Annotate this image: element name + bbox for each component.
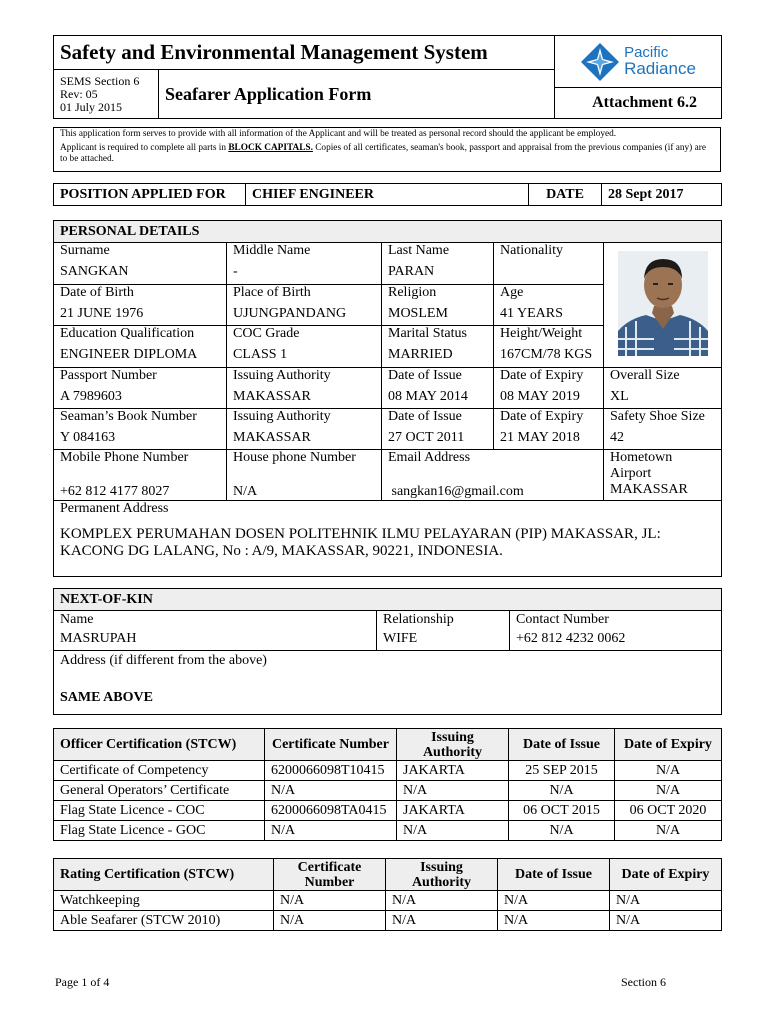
table-row [54,781,722,801]
intro-line-2-start: Applicant is required to complete all parts in [60,142,229,153]
surname-cell [54,243,227,285]
nationality-label: Nationality [500,243,563,258]
position-value: CHIEF ENGINEER [246,184,529,206]
rating-cert-header-3: Issuing Authority [386,859,498,891]
education-cell [54,326,227,368]
seamans-book-value: Y 084163 [60,430,116,445]
officer-cert-number: N/A [265,781,397,801]
next-of-kin-table [53,588,722,715]
personal-details-title: PERSONAL DETAILS [54,221,722,243]
kin-contact-cell [510,611,722,651]
seamans-book-cell [54,409,227,450]
seamans-book-authority-value: MAKASSAR [233,430,311,445]
email-label: Email Address [388,450,471,465]
middle-name-value: - [233,264,238,279]
passport-authority-value: MAKASSAR [233,389,311,404]
height-weight-label: Height/Weight [500,326,583,341]
officer-cert-expiry: N/A [615,761,722,781]
officer-cert-header-1: Officer Certification (STCW) [54,729,265,761]
dob-label: Date of Birth [60,285,134,300]
kin-relationship-cell [377,611,510,651]
permanent-address-line-1: KOMPLEX PERUMAHAN DOSEN POLITEHNIK ILMU PELAYARAN (PIP) MAKASSAR, JL: [60,526,661,542]
officer-cert-authority: JAKARTA [397,801,509,821]
kin-relationship-label: Relationship [383,612,454,627]
officer-cert-header-2: Certificate Number [265,729,397,761]
intro-line-1: This application form serves to provide with all information of the Applicant and will be treated as personal record should the applicant be employed. [60,129,617,139]
officer-cert-header-4: Date of Issue [509,729,615,761]
officer-cert-header-5: Date of Expiry [615,729,722,761]
seamans-book-expiry-cell [494,409,604,450]
passport-authority-cell [227,368,382,409]
marital-cell [382,326,494,368]
officer-cert-name: Flag State Licence - GOC [54,821,265,841]
officer-certification-table [53,728,722,841]
shoe-size-label: Safety Shoe Size [610,409,705,424]
passport-authority-label: Issuing Authority [233,368,331,383]
table-row [54,891,722,911]
kin-name-cell [54,611,377,651]
block-capitals-emphasis: BLOCK CAPITALS. [228,142,313,153]
rating-cert-issue: N/A [498,911,610,931]
last-name-cell [382,243,494,285]
email-cell [382,450,604,501]
rating-cert-expiry: N/A [610,891,722,911]
dob-cell [54,285,227,326]
seamans-book-issue-cell [382,409,494,450]
shoe-size-cell [604,409,722,450]
pob-cell [227,285,382,326]
rating-cert-issue: N/A [498,891,610,911]
officer-cert-issue: 25 SEP 2015 [509,761,615,781]
rating-cert-authority: N/A [386,911,498,931]
table-row [54,821,722,841]
religion-label: Religion [388,285,437,300]
last-name-label: Last Name [388,243,450,258]
seamans-book-authority-cell [227,409,382,450]
officer-cert-number: 6200066098TA0415 [265,801,397,821]
marital-value: MARRIED [388,347,453,362]
rating-cert-expiry: N/A [610,911,722,931]
education-label: Education Qualification [60,326,195,341]
section-number: SEMS Section 6 [60,73,140,88]
officer-cert-issue: N/A [509,781,615,801]
passport-expiry-cell [494,368,604,409]
height-weight-value: 167CM/78 KGS [500,347,593,362]
personal-details-table [53,220,722,577]
table-row [54,761,722,781]
officer-cert-authority: N/A [397,821,509,841]
officer-cert-issue: N/A [509,821,615,841]
next-of-kin-title: NEXT-OF-KIN [54,589,722,611]
applicant-photo [618,251,708,356]
pob-label: Place of Birth [233,285,311,300]
education-value: ENGINEER DIPLOMA [60,347,198,362]
position-applied-table [53,183,722,206]
hometown-airport-label-2: Airport [610,466,652,481]
mobile-value: +62 812 4177 8027 [60,484,170,499]
house-phone-cell [227,450,382,501]
rating-cert-number: N/A [274,911,386,931]
surname-value: SANGKAN [60,264,129,279]
pob-value: UJUNGPANDANG [233,306,347,321]
rating-cert-header-2: Certificate Number [274,859,386,891]
house-phone-value: N/A [233,484,258,499]
passport-cell [54,368,227,409]
system-title: Safety and Environmental Management System [54,36,555,70]
hometown-airport-label-1: Hometown [610,450,673,465]
company-logo [555,36,722,88]
rating-cert-header-1: Rating Certification (STCW) [54,859,274,891]
attachment-label: Attachment 6.2 [555,88,722,119]
marital-label: Marital Status [388,326,467,341]
overall-size-cell [604,368,722,409]
middle-name-label: Middle Name [233,243,311,258]
middle-name-cell [227,243,382,285]
logo-word-radiance: Radiance [624,59,696,78]
last-name-value: PARAN [388,264,435,279]
position-label: POSITION APPLIED FOR [54,184,246,206]
height-weight-cell [494,326,604,368]
rating-cert-name: Watchkeeping [54,891,274,911]
kin-name-value: MASRUPAH [60,631,137,646]
mobile-cell [54,450,227,501]
officer-cert-authority: JAKARTA [397,761,509,781]
coc-grade-label: COC Grade [233,326,300,341]
revision-date: 01 July 2015 [60,99,123,114]
officer-cert-number: N/A [265,821,397,841]
mobile-label: Mobile Phone Number [60,450,189,465]
overall-size-value: XL [610,389,629,404]
seamans-book-expiry-value: 21 MAY 2018 [500,430,580,445]
permanent-address-label: Permanent Address [60,501,169,516]
rating-cert-header-4: Date of Issue [498,859,610,891]
intro-notice [53,127,721,172]
passport-expiry-value: 08 MAY 2019 [500,389,580,404]
rating-cert-authority: N/A [386,891,498,911]
officer-cert-expiry: 06 OCT 2020 [615,801,722,821]
kin-address-cell [54,651,722,715]
rating-certification-table [53,858,722,931]
kin-contact-label: Contact Number [516,612,609,627]
passport-label: Passport Number [60,368,157,383]
age-cell [494,285,604,326]
religion-cell [382,285,494,326]
seamans-book-issue-value: 27 OCT 2011 [388,430,465,445]
passport-issue-value: 08 MAY 2014 [388,389,468,404]
passport-issue-cell [382,368,494,409]
table-row [54,911,722,931]
officer-cert-header-3: Issuing Authority [397,729,509,761]
officer-cert-expiry: N/A [615,821,722,841]
photo-cell [604,243,722,368]
document-header [53,35,722,119]
religion-value: MOSLEM [388,306,448,321]
kin-address-value: SAME ABOVE [60,690,153,705]
hometown-airport-cell [604,450,722,501]
revision: Rev: 05 [60,86,98,101]
officer-cert-expiry: N/A [615,781,722,801]
permanent-address-line-2: KACONG DG LALANG, No : A/9, MAKASSAR, 90221, INDONESIA. [60,543,503,559]
seamans-book-label: Seaman’s Book Number [60,409,197,424]
hometown-airport-value: MAKASSAR [610,482,688,497]
officer-cert-authority: N/A [397,781,509,801]
date-label: DATE [529,184,602,206]
rating-cert-name: Able Seafarer (STCW 2010) [54,911,274,931]
rating-cert-number: N/A [274,891,386,911]
passport-value: A 7989603 [60,389,122,404]
rating-cert-header-5: Date of Expiry [610,859,722,891]
table-row [54,801,722,821]
seamans-book-issue-label: Date of Issue [388,409,462,424]
page-number: Page 1 of 4 [55,975,110,989]
passport-issue-label: Date of Issue [388,368,462,383]
overall-size-label: Overall Size [610,368,680,383]
officer-cert-name: General Operators’ Certificate [54,781,265,801]
seamans-book-authority-label: Issuing Authority [233,409,331,424]
kin-name-label: Name [60,612,94,627]
compass-star-icon [580,42,620,82]
dob-value: 21 JUNE 1976 [60,306,144,321]
surname-label: Surname [60,243,110,258]
email-value: sangkan16@gmail.com [388,484,524,499]
kin-contact-value: +62 812 4232 0062 [516,631,626,646]
coc-grade-value: CLASS 1 [233,347,288,362]
age-label: Age [500,285,524,300]
intro-line-2-end: Copies of all certificates, seaman's book, passport and appraisal from the previous companies (if any) are to be attached. [60,142,706,164]
permanent-address-cell [54,501,722,577]
coc-grade-cell [227,326,382,368]
officer-cert-number: 6200066098T10415 [265,761,397,781]
officer-cert-issue: 06 OCT 2015 [509,801,615,821]
date-value: 28 Sept 2017 [602,184,722,206]
intro-line-2 [60,143,714,166]
shoe-size-value: 42 [610,430,624,445]
age-value: 41 YEARS [500,306,563,321]
kin-relationship-value: WIFE [383,631,418,646]
kin-address-label: Address (if different from the above) [60,653,267,668]
passport-expiry-label: Date of Expiry [500,368,584,383]
seamans-book-expiry-label: Date of Expiry [500,409,584,424]
logo-word-pacific: Pacific [624,44,669,61]
house-phone-label: House phone Number [233,450,356,465]
form-title: Seafarer Application Form [159,70,555,119]
footer-section: Section 6 [621,975,666,989]
officer-cert-name: Certificate of Competency [54,761,265,781]
nationality-cell [494,243,604,285]
officer-cert-name: Flag State Licence - COC [54,801,265,821]
document-meta [54,70,159,119]
